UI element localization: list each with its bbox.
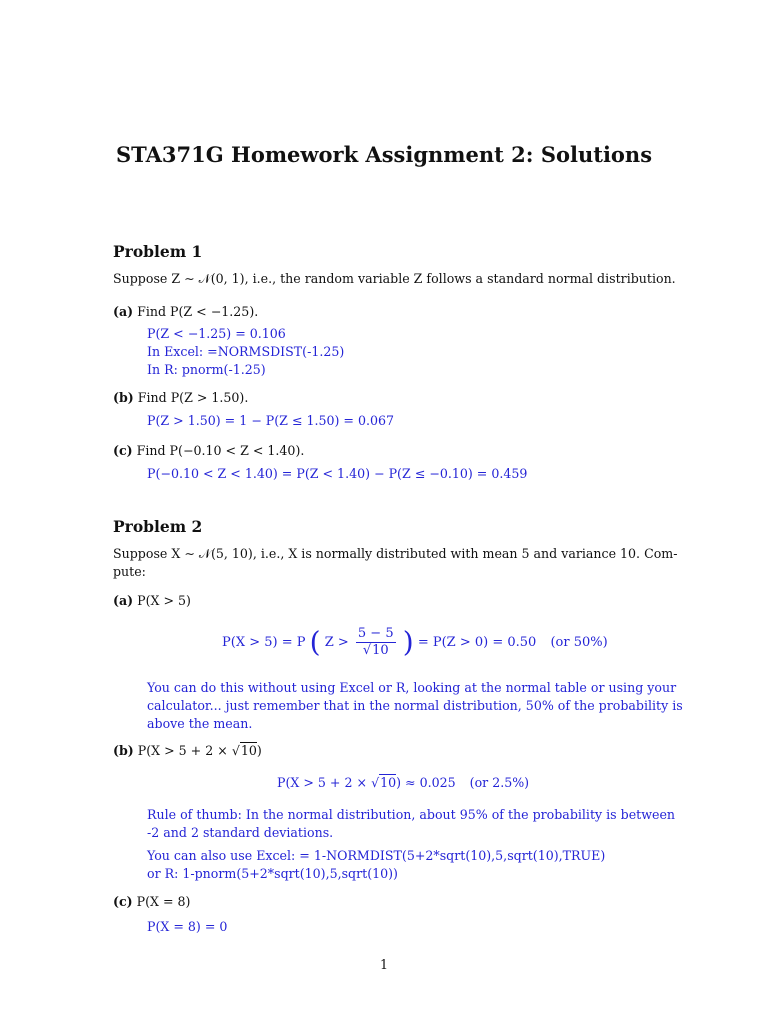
software-line: or R: 1-pnorm(5+2*sqrt(10),5,sqrt(10)) <box>147 866 398 881</box>
eq-pre: P(X > 5 + 2 × <box>277 775 372 790</box>
part-label: (a) <box>113 304 134 319</box>
eq-z: Z > <box>324 635 349 650</box>
problem-2a-explanation <box>147 679 683 733</box>
eq-note: (or 50%) <box>550 635 608 650</box>
question-text: Find P(Z < −1.25). <box>137 304 259 319</box>
answer-line: In R: pnorm(-1.25) <box>147 362 266 377</box>
part-label: (b) <box>113 743 134 758</box>
problem-2a-question <box>113 592 191 610</box>
document-title: STA371G Homework Assignment 2: Solutions <box>115 142 653 167</box>
page-number: 1 <box>379 957 388 972</box>
explanation-line: You can do this without using Excel or R, looking at the normal table or using your <box>147 680 677 695</box>
eq-note: (or 2.5%) <box>469 775 530 790</box>
problem-2c-question <box>113 893 190 911</box>
answer-line: P(Z < −1.25) = 0.106 <box>147 326 286 341</box>
software-line: You can also use Excel: = 1-NORMDIST(5+2*sqrt(10),5,sqrt(10),TRUE) <box>147 848 606 863</box>
question-text: Find P(−0.10 < Z < 1.40). <box>136 443 305 458</box>
problem-2b-equation: P(X > 5 + 2 × √10) ≈ 0.025 (or 2.5%) <box>277 775 530 790</box>
problem-2a-equation <box>222 626 608 659</box>
problem-1-intro: Suppose Z ∼ 𝒩(0, 1), i.e., the random variable Z follows a standard normal distribution. <box>113 271 676 286</box>
part-label: (c) <box>113 443 133 458</box>
sqrt-radicand: 10 <box>372 643 389 658</box>
fraction-denominator: √10 <box>362 643 389 658</box>
question-text: P(X = 8) <box>136 894 191 909</box>
explanation-line: calculator... just remember that in the normal distribution, 50% of the probability is <box>147 698 683 713</box>
question-pre: P(X > 5 + 2 × <box>137 743 232 758</box>
problem-2c-answer: P(X = 8) = 0 <box>147 919 228 934</box>
eq-left: P(X > 5) = P <box>222 635 306 650</box>
problem-2b-software <box>147 847 605 883</box>
right-paren-glyph: ) <box>402 625 414 659</box>
problem-1-heading: Problem 1 <box>113 242 203 261</box>
left-paren-glyph: ( <box>309 625 321 659</box>
explanation-line: above the mean. <box>147 716 253 731</box>
problem-1c-answer: P(−0.10 < Z < 1.40) = P(Z < 1.40) − P(Z ≤ −0.10) = 0.459 <box>147 466 528 481</box>
fraction <box>356 626 396 659</box>
question-text: P(X > 5) <box>137 593 191 608</box>
sqrt-radicand: 10 <box>240 743 257 758</box>
part-label: (c) <box>113 894 133 909</box>
rule-line: -2 and 2 standard deviations. <box>147 825 334 840</box>
problem-1b-question <box>113 389 248 407</box>
rule-line: Rule of thumb: In the normal distribution, about 95% of the probability is between <box>147 807 676 822</box>
fraction-numerator: 5 − 5 <box>357 626 394 641</box>
part-label: (b) <box>113 390 134 405</box>
intro-line: Suppose X ∼ 𝒩(5, 10), i.e., X is normally distributed with mean 5 and variance 10. Com- <box>113 546 678 561</box>
problem-2b-question: (b) P(X > 5 + 2 × √10) <box>113 743 262 758</box>
problem-1a-question <box>113 303 258 321</box>
problem-2-intro <box>113 545 677 581</box>
answer-line: In Excel: =NORMSDIST(-1.25) <box>147 344 345 359</box>
question-post: ) <box>256 743 262 758</box>
eq-right: = P(Z > 0) = 0.50 <box>417 635 537 650</box>
problem-1a-answer <box>147 325 344 379</box>
part-label: (a) <box>113 593 134 608</box>
problem-2-heading: Problem 2 <box>113 517 203 536</box>
question-text: Find P(Z > 1.50). <box>137 390 249 405</box>
eq-post: ) ≈ 0.025 <box>396 775 456 790</box>
intro-line: pute: <box>113 564 146 579</box>
sqrt-radicand: 10 <box>380 775 397 790</box>
problem-2b-rule <box>147 806 675 842</box>
problem-1c-question <box>113 442 304 460</box>
problem-1b-answer: P(Z > 1.50) = 1 − P(Z ≤ 1.50) = 0.067 <box>147 413 395 428</box>
